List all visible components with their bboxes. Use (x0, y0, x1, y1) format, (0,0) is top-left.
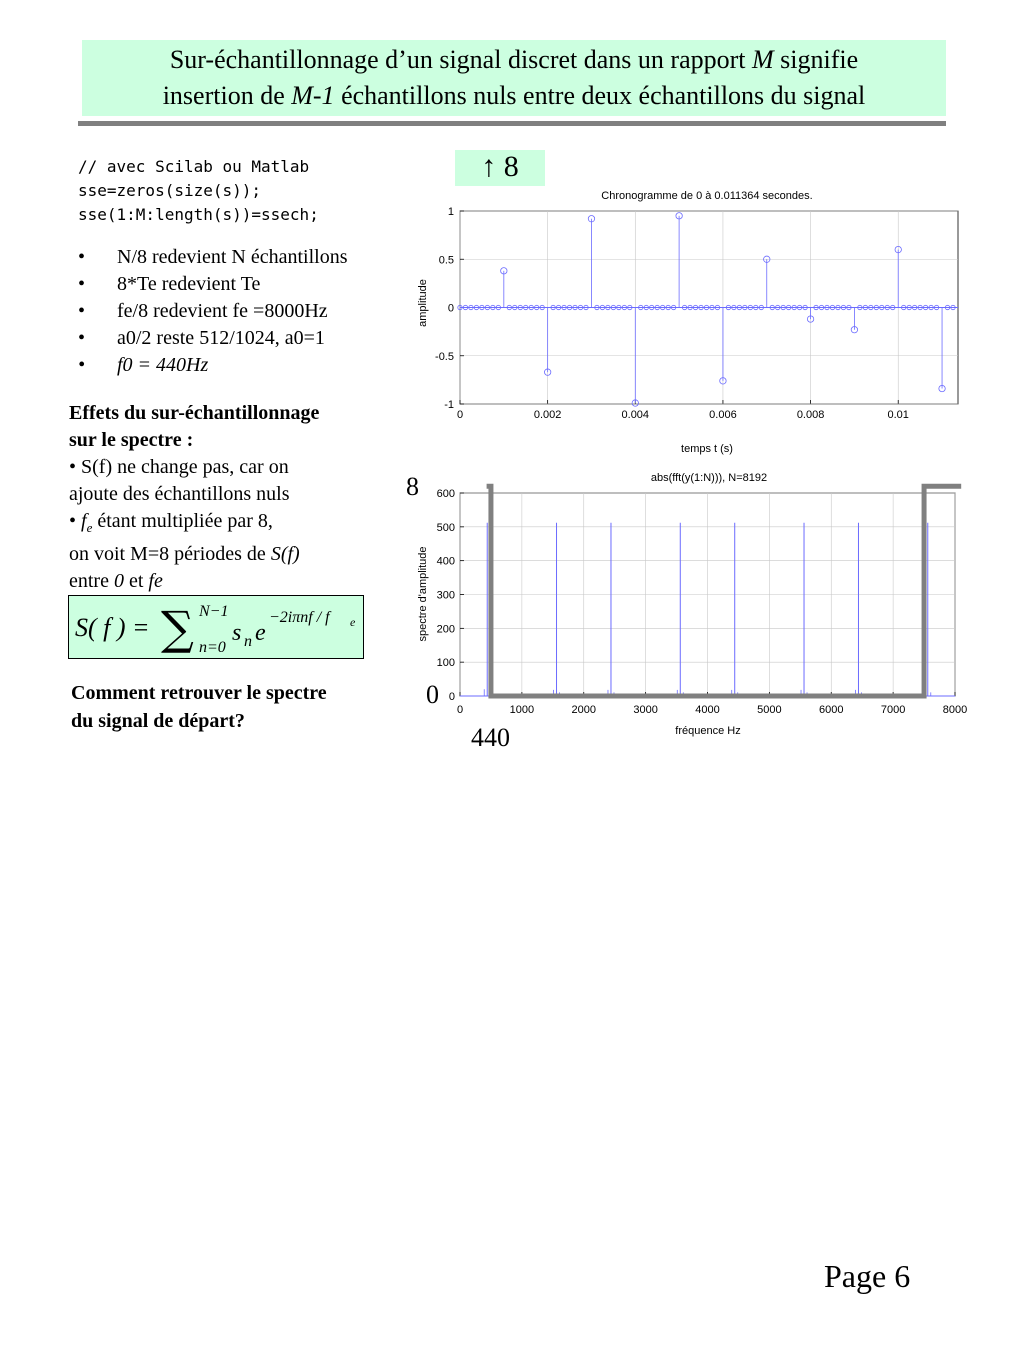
y-tick-label: 1 (447, 206, 454, 218)
question-text: Comment retrouver le spectre du signal de départ? (71, 682, 327, 732)
x-tick-label: 5000 (757, 704, 782, 716)
x-tick-label: 0.01 (887, 409, 909, 421)
upsample-box (455, 150, 545, 186)
x-tick-label: 0.008 (796, 409, 825, 421)
title-line-2: insertion de M-1 échantillons nuls entre deux échantillons du signal (162, 81, 866, 110)
plot-area (435, 206, 958, 421)
x-tick-label: 0.006 (709, 409, 737, 421)
effects-line: on voit M=8 périodes de S(f) (69, 543, 300, 565)
x-tick-label: 0.004 (621, 409, 650, 421)
title-underline (78, 121, 946, 126)
bullet-item: • N/8 redevient N échantillons (76, 244, 416, 271)
y-tick-label: 300 (436, 589, 455, 602)
title-line-1: Sur-échantillonnage d’un signal discret dans un rapport M signifie (169, 45, 859, 74)
gain-label: 8 (406, 472, 419, 501)
spectrum-chart (410, 468, 980, 738)
code-block (78, 155, 319, 227)
upsample-factor: 8 (503, 150, 519, 183)
bullet-item: • f0 = 440Hz (76, 352, 416, 379)
formula-s: s (232, 620, 242, 646)
effects-heading: Effets du sur-échantillonnage (69, 402, 320, 424)
up-arrow-icon: ↑ (481, 150, 497, 183)
code-line: sse=zeros(size(s)); (78, 181, 262, 200)
y-tick-label: 0.5 (438, 254, 454, 267)
y-tick-label: 400 (436, 555, 455, 568)
chart-xlabel: fréquence Hz (675, 725, 741, 737)
x-tick-label: 6000 (819, 704, 844, 716)
cutoff-label: 440 (471, 723, 510, 752)
chart-ylabel: amplitude (417, 279, 429, 327)
fourier-formula (68, 595, 364, 659)
page-number: Page 6 (824, 1258, 911, 1294)
y-tick-label: 0 (447, 302, 454, 315)
zero-label: 0 (426, 680, 439, 709)
x-tick-label: 7000 (880, 704, 906, 716)
formula-svg (69, 596, 363, 658)
effects-line: entre 0 et fe (69, 570, 163, 592)
chart-title: abs(fft(y(1:N))), N=8192 (650, 472, 768, 484)
x-tick-label: 0 (456, 704, 464, 716)
y-tick-label: 600 (436, 488, 455, 500)
x-tick-label: 3000 (633, 704, 658, 716)
sum-upper: N−1 (199, 603, 229, 620)
x-tick-label: 8000 (942, 704, 968, 716)
bullet-item: • 8*Te redevient Te (76, 271, 416, 298)
x-tick-label: 0.002 (533, 409, 562, 421)
effects-line: • S(f) ne change pas, car on (69, 456, 289, 478)
bullet-item: • fe/8 redevient fe =8000Hz (76, 298, 416, 325)
x-tick-label: 4000 (695, 704, 720, 716)
y-tick-label: -1 (444, 399, 454, 411)
formula-lhs: S( f ) = (75, 613, 150, 642)
chart-ylabel: spectre d'amplitude (417, 546, 429, 642)
chart-title: Chronogramme de 0 à 0.011364 secondes. (601, 190, 813, 202)
x-tick-label: 0 (456, 409, 464, 421)
code-line: sse(1:M:length(s))=ssech; (78, 205, 319, 224)
effects-line: ajoute des échantillons nuls (69, 483, 290, 505)
code-line: // avec Scilab ou Matlab (78, 157, 310, 176)
time-domain-chart (410, 186, 970, 466)
plot-area (437, 486, 968, 716)
sum-sign: ∑ (161, 601, 194, 655)
effects-line: • $f_e$ étant multipliée par 8, (69, 510, 273, 535)
effects-heading: sur le spectre : (69, 429, 194, 451)
formula-e: e (255, 620, 266, 646)
formula-sub-n: n (244, 633, 252, 650)
x-tick-label: 1000 (509, 704, 535, 716)
formula-exponent: −2iπnf / f (269, 609, 330, 626)
x-tick-label: 2000 (571, 704, 596, 716)
y-tick-label: 200 (436, 623, 455, 636)
y-tick-label: 0 (448, 691, 455, 703)
y-tick-label: 500 (436, 521, 455, 534)
bullet-item: • a0/2 reste 512/1024, a0=1 (76, 325, 416, 352)
y-tick-label: 100 (436, 657, 455, 670)
sum-lower: n=0 (199, 639, 226, 656)
bullet-list (76, 244, 416, 379)
slide-title (82, 40, 946, 116)
formula-exp-sub: e (350, 615, 356, 629)
y-tick-label: -0.5 (435, 350, 454, 363)
effects-section (69, 400, 399, 595)
chart-xlabel: temps t (s) (681, 443, 733, 455)
